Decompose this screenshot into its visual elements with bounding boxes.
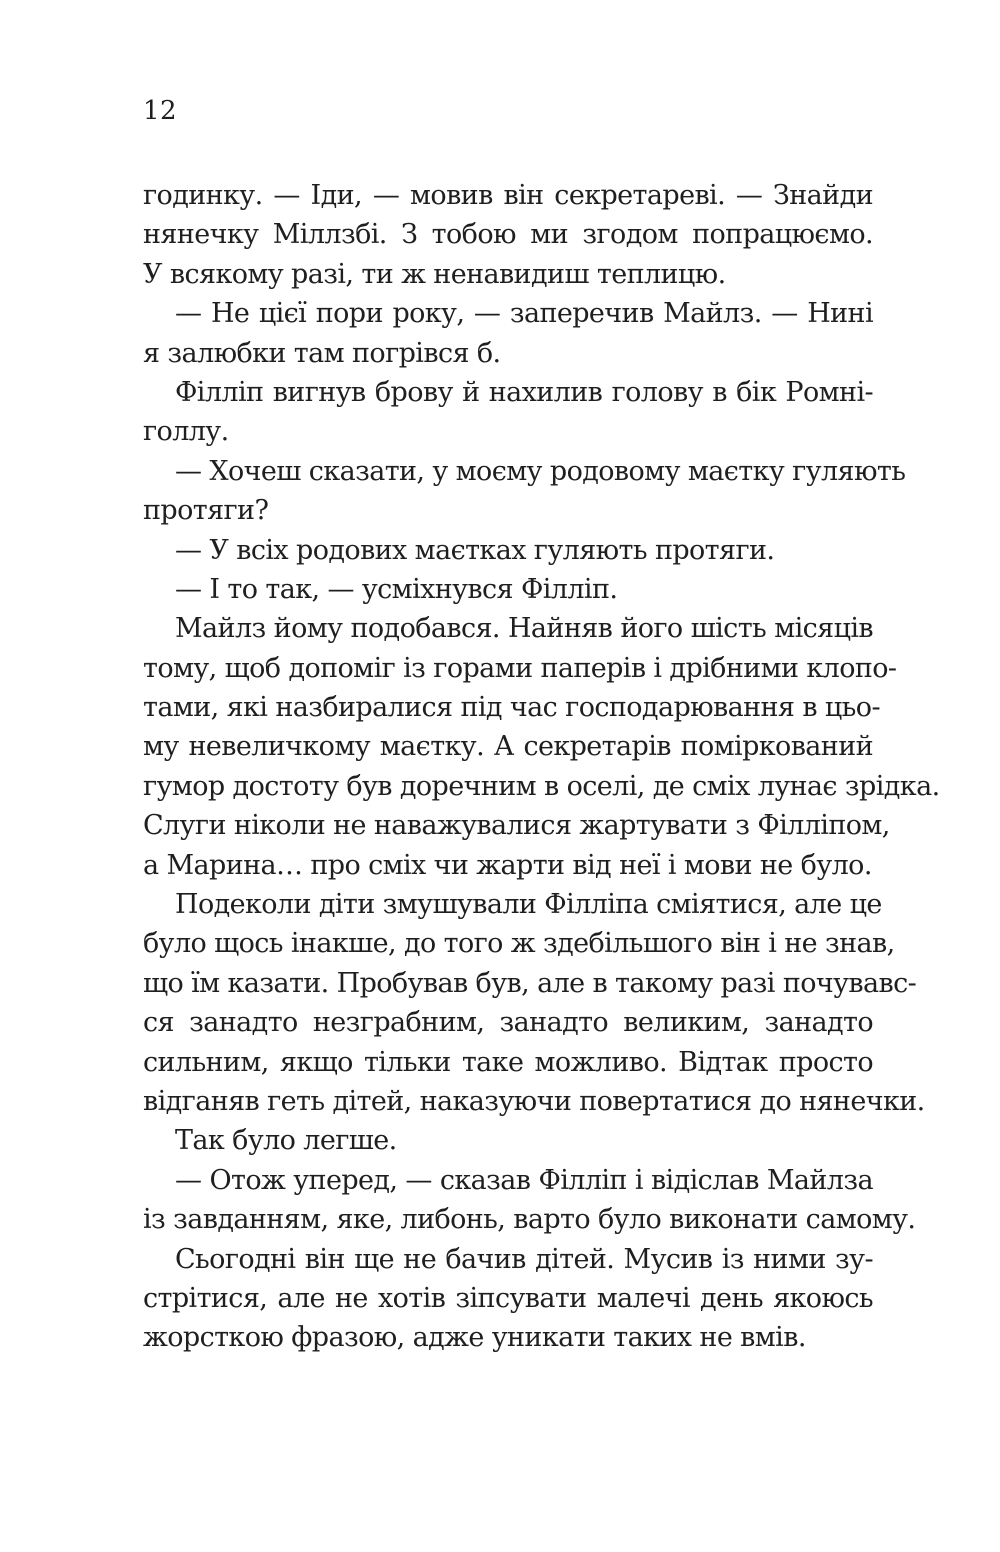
paragraph <box>143 885 925 1121</box>
text-line: сильним, якщо тільки таке можливо. Відтак просто <box>143 1046 873 1078</box>
text-line: У всякому разі, ти ж ненавидиш теплицю. <box>143 258 726 290</box>
text-line: Сьогодні він ще не бачив дітей. Мусив із ними зу- <box>175 1243 873 1275</box>
paragraph <box>143 570 873 609</box>
page-number: 12 <box>143 96 178 126</box>
text-line: тами, які назбиралися під час господарювання в цьо- <box>143 692 880 724</box>
text-line: тому, щоб допоміг із горами паперів і дрібними клопо- <box>143 652 897 684</box>
text-line: гумор достоту був доречним в оселі, де сміх лунає зрідка. <box>143 770 940 802</box>
text-line: — Отож уперед, — сказав Філліп і відіслав Майлза <box>175 1164 873 1196</box>
text-line: голлу. <box>143 416 229 448</box>
paragraph <box>143 1121 873 1160</box>
paragraph <box>143 1240 873 1358</box>
paragraph <box>143 609 940 885</box>
text-line: жорсткою фразою, адже уникати таких не вмів. <box>143 1322 806 1354</box>
text-line: нянечку Міллзбі. З тобою ми згодом попрацюємо. <box>143 219 873 251</box>
paragraph <box>143 176 873 294</box>
text-line: Майлз йому подобався. Найняв його шість місяців <box>175 613 873 645</box>
paragraph <box>143 531 873 570</box>
text-line: годинку. — Іди, — мовив він секретареві. — Знайди <box>143 180 873 211</box>
text-line: я залюбки там погрівся б. <box>143 337 501 369</box>
text-line: Подеколи діти змушували Філліпа сміятися, але це <box>175 889 882 921</box>
text-line: стрітися, але не хотів зіпсувати малечі день якоюсь <box>143 1282 873 1314</box>
text-line: що їм казати. Пробував був, але в такому разі почувавс- <box>143 967 917 999</box>
paragraph <box>143 452 906 531</box>
text-line: протяги? <box>143 495 269 527</box>
text-line: було щось інакше, до того ж здебільшого він і не знав, <box>143 928 895 960</box>
paragraph <box>143 373 873 452</box>
text-line: — Хочеш сказати, у моєму родовому маєтку гуляють <box>175 455 906 487</box>
text-line: — І то так, — усміхнувся Філліп. <box>175 573 618 605</box>
text-line: Філліп вигнув брову й нахилив голову в бік Ромні- <box>175 376 873 408</box>
text-line: — У всіх родових маєтках гуляють протяги. <box>175 534 775 566</box>
text-line: відганяв геть дітей, наказуючи повертатися до нянечки. <box>143 1085 925 1117</box>
text-line: Так було легше. <box>175 1125 397 1157</box>
text-line: а Марина… про сміх чи жарти від неї і мови не було. <box>143 849 872 881</box>
paragraph <box>143 294 873 373</box>
paragraph <box>143 1161 916 1240</box>
body-text <box>143 176 940 1358</box>
text-line: ся занадто незграбним, занадто великим, занадто <box>143 1007 873 1039</box>
text-line: — Не цієї пори року, — заперечив Майлз. — Нині <box>175 298 873 330</box>
text-line: Слуги ніколи не наважувалися жартувати з Філліпом, <box>143 810 890 842</box>
text-line: із завданням, яке, либонь, варто було виконати самому. <box>143 1204 916 1236</box>
text-line: му невеличкому маєтку. А секретарів поміркований <box>143 731 873 763</box>
